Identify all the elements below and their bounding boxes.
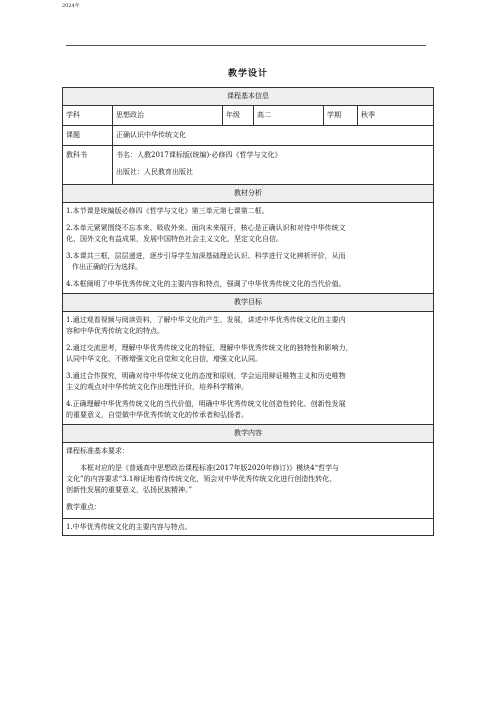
goal-item-3-line-2: 主义的观点对中华传统文化作出理性评价，培养科学精神。 xyxy=(66,383,248,391)
grade-label: 年级 xyxy=(223,106,254,126)
standard-text xyxy=(66,460,430,499)
goal-item-2 xyxy=(66,340,430,368)
section-heading: 课程基本信息 xyxy=(63,88,434,106)
section-heading: 教材分析 xyxy=(63,185,434,203)
goal-item-1 xyxy=(66,312,430,340)
section-goals xyxy=(63,294,434,312)
analysis-item-2 xyxy=(66,220,430,248)
goals-row xyxy=(63,312,434,425)
goal-item-2-line-2: 认同中华文化，不断增强文化自觉和文化自信，增强文化认同。 xyxy=(66,355,262,363)
analysis-item-2-line-1: 2.本单元紧紧围绕不忘本来、吸收外来、面向未来展开，核心是正确认识和对待中华传统文 xyxy=(66,224,346,232)
analysis-item-3 xyxy=(66,248,430,276)
standard-line-3: 创新性发展的重要意义，弘扬民族精神。” xyxy=(66,486,193,494)
goal-item-4-line-1: 4.正确理解中华优秀传统文化的当代价值，明确中华优秀传统文化创造性转化、创新性发展 xyxy=(66,400,346,408)
analysis-item-4: 4.本框阐明了中华优秀传统文化的主要内容和特点，强调了中华优秀传统文化的当代价值。 xyxy=(66,280,346,288)
info-row xyxy=(63,106,434,126)
header-rule xyxy=(66,45,426,46)
content-body xyxy=(63,443,434,519)
goal-item-3-line-1: 3.通过合作探究，明确对待中华传统文化的态度和原则，学会运用辩证唯物主义和历史唯物 xyxy=(66,372,346,380)
focus-row xyxy=(63,519,434,536)
analysis-item-2-line-2: 化、国外文化有益成果，发展中国特色社会主义文化，坚定文化自信。 xyxy=(66,235,283,243)
term-label: 学期 xyxy=(324,106,358,126)
textbook-label: 教科书 xyxy=(63,146,113,185)
standard-line-1: 本框对应的是《普通高中思想政治课程标准(2017年版2020年修订)》模块4“哲学与 xyxy=(80,464,340,472)
section-content xyxy=(63,425,434,443)
section-heading: 教学目标 xyxy=(63,294,434,312)
goal-item-4 xyxy=(66,396,430,424)
content-row xyxy=(63,443,434,519)
textbook-publisher: 出版社：人民教育出版社 xyxy=(116,168,193,176)
subject-value: 思想政治 xyxy=(113,106,223,126)
analysis-item-1: 1.本节课是统编版必修四《哲学与文化》第三单元第七课第二框。 xyxy=(66,207,269,215)
analysis-item-3-line-1: 3.本课共三框，层层递进，逐步引导学生加深基础理论认识、科学进行文化辨析评价，从而 xyxy=(66,252,346,260)
standard-label: 课程标准基本要求： xyxy=(66,447,129,455)
standard-line-2: 文化”的内容要求“3.1辩证地看待传统文化，领会对中华优秀传统文化进行创造性转化、 xyxy=(66,475,337,483)
header-year: 2024年 xyxy=(62,3,80,9)
lesson-plan-table xyxy=(62,87,434,536)
goal-item-1-line-2: 容和中华优秀传统文化的特点。 xyxy=(66,327,164,335)
goal-item-1-line-1: 1.通过观看视频与阅读资料，了解中华文化的产生、发展，讲述中华优秀传统文化的主要内 xyxy=(66,316,346,324)
goal-item-2-line-1: 2.通过交流思考，理解中华优秀传统文化的特征，理解中华优秀传统文化的独特性和影响力， xyxy=(66,344,353,352)
analysis-item-3-line-2: 作出正确的行为选择。 xyxy=(72,263,142,271)
analysis-row xyxy=(63,203,434,294)
topic-label: 课题 xyxy=(63,126,113,146)
section-analysis xyxy=(63,185,434,203)
page-title: 教学设计 xyxy=(227,69,268,79)
analysis-body xyxy=(63,203,434,294)
section-basic-info xyxy=(63,88,434,106)
term-value: 秋季 xyxy=(358,106,434,126)
grade-value: 高二 xyxy=(254,106,324,126)
topic-row xyxy=(63,126,434,146)
topic-value: 正确认识中华传统文化 xyxy=(113,126,434,146)
focus-label: 教学重点： xyxy=(66,503,101,511)
textbook-row xyxy=(63,146,434,185)
goal-item-4-line-2: 的重要意义，自觉做中华优秀传统文化的传承者和弘扬者。 xyxy=(66,411,248,419)
goals-body xyxy=(63,312,434,425)
goal-item-3 xyxy=(66,368,430,396)
section-heading: 教学内容 xyxy=(63,425,434,443)
focus-item-1: 1.中华优秀传统文化的主要内容与特点。 xyxy=(63,519,434,536)
subject-label: 学科 xyxy=(63,106,113,126)
textbook-name: 书名：人教2017课标版(统编)·必修四《哲学与文化》 xyxy=(116,151,282,159)
textbook-value xyxy=(113,146,434,185)
